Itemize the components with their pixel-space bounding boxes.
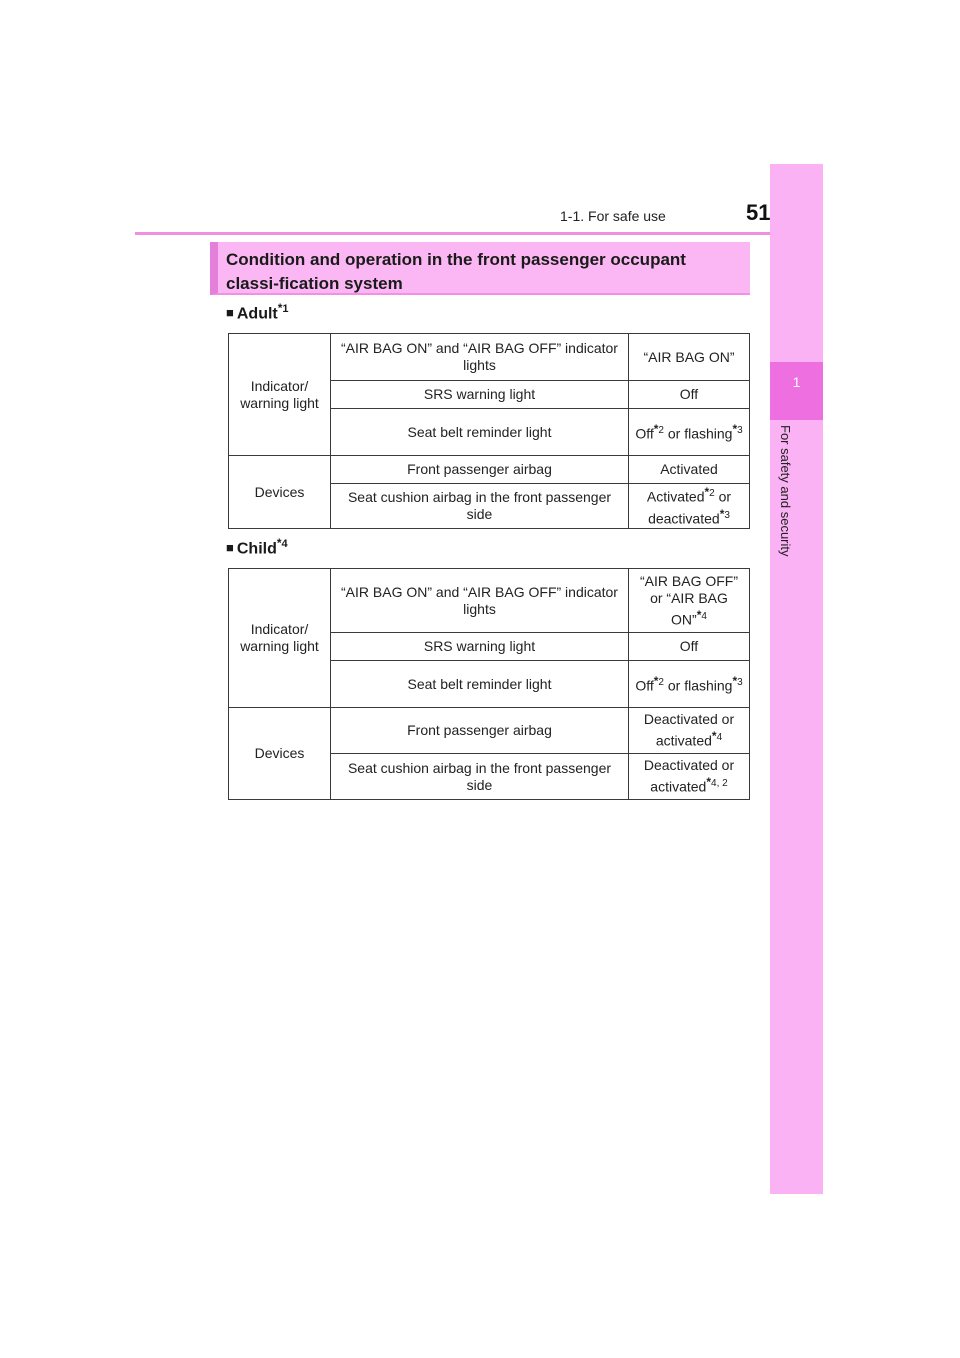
devices-label: Devices [254,745,305,761]
footnote-marker: * [653,422,659,437]
table-cell [629,409,750,456]
bullet-square-icon: ■ [226,305,234,321]
footnote-marker: * [704,485,710,500]
table-cell [331,456,629,484]
value-text: “AIR BAG OFF” or “AIR BAG ON” [640,572,738,628]
value-text: “AIR BAG ON” [643,348,735,365]
table-cell [629,456,750,484]
footnote-ref: 3 [737,425,743,437]
table-cell [629,381,750,409]
table-cell [331,381,629,409]
child-heading-ref: 4 [281,538,288,550]
chapter-title: For safety and security [778,425,793,557]
indicator-label-cell [229,569,331,708]
child-heading [226,536,288,558]
item-text: Seat cushion airbag in the front passenger side [347,489,612,522]
value-text: Deactivated or activated [643,711,735,749]
footnote-ref: 4, 2 [711,778,728,790]
devices-label: Devices [254,483,305,500]
footnote-ref: 3 [737,677,743,689]
value-text: Off [635,425,654,442]
footnote-marker: * [696,607,702,622]
value-text: Activated [646,489,705,505]
table-cell [629,708,750,754]
section-title: Condition and operation in the front passenger occupant classi-fication system [210,242,750,295]
footnote-marker: * [706,775,712,790]
table-cell [331,754,629,800]
footnote-marker: * [653,674,659,689]
value-text: Activated [660,461,718,477]
item-text: SRS warning light [423,638,536,654]
table-cell [629,633,750,661]
footnote-ref: 4 [716,732,723,744]
item-text: Seat cushion airbag in the front passenger side [347,759,612,793]
item-text: Seat belt reminder light [407,675,552,692]
bullet-square-icon: ■ [226,540,234,556]
footnote-marker: * [276,536,282,550]
indicator-label-cell [229,334,331,456]
value-text: Deactivated or activated [643,757,735,795]
table-row [229,456,750,484]
footnote-ref: 2 [658,677,664,689]
footnote-marker: * [711,729,717,744]
devices-label-cell [229,708,331,800]
indicator-label: Indicator/ warning light [240,377,319,411]
table-cell [331,708,629,754]
item-text: Seat belt reminder light [407,423,552,440]
adult-heading-text: Adult [236,305,278,323]
running-head: 1-1. For safe use [560,208,666,224]
child-table [228,568,750,800]
item-text: SRS warning light [423,386,536,402]
value-text: Off [635,677,654,694]
header-rule [135,232,822,235]
item-text: Front passenger airbag [407,461,552,477]
table-cell [331,409,629,456]
table-cell [331,633,629,661]
value-text: Off [679,386,699,402]
chapter-side-tab [770,164,823,1194]
item-text: Front passenger airbag [407,722,552,738]
item-text: “AIR BAG ON” and “AIR BAG OFF” indicator lights [341,583,618,617]
footnote-ref: 2 [658,425,664,437]
page-number: 51 [746,200,771,225]
child-heading-text: Child [236,540,277,558]
devices-label-cell [229,456,331,529]
adult-table [228,333,750,529]
table-cell [629,334,750,381]
table-cell [629,484,750,529]
value-text: or flashing [663,425,733,442]
chapter-number: 1 [792,374,801,390]
table-row [229,569,750,633]
adult-heading [226,301,289,323]
table-row [229,708,750,754]
table-cell [331,569,629,633]
table-cell [629,754,750,800]
table-cell [331,484,629,529]
item-text: “AIR BAG ON” and “AIR BAG OFF” indicator lights [341,340,618,373]
table-cell [331,661,629,708]
adult-heading-ref: 1 [282,303,289,315]
footnote-marker: * [732,674,738,689]
table-cell [331,334,629,381]
value-text: or flashing [663,677,733,694]
table-cell [629,661,750,708]
table-cell [629,569,750,633]
table-row [229,334,750,381]
footnote-marker: * [732,422,738,437]
footnote-marker: * [719,507,725,521]
indicator-label: Indicator/ warning light [240,621,319,654]
value-text: Off [679,638,699,654]
value-text: or deactivated [648,489,732,527]
chapter-side-tab-marker [770,362,823,420]
footnote-ref: 3 [724,510,730,521]
footnote-ref: 2 [709,488,715,500]
footnote-ref: 4 [701,610,707,622]
footnote-marker: * [277,301,283,315]
